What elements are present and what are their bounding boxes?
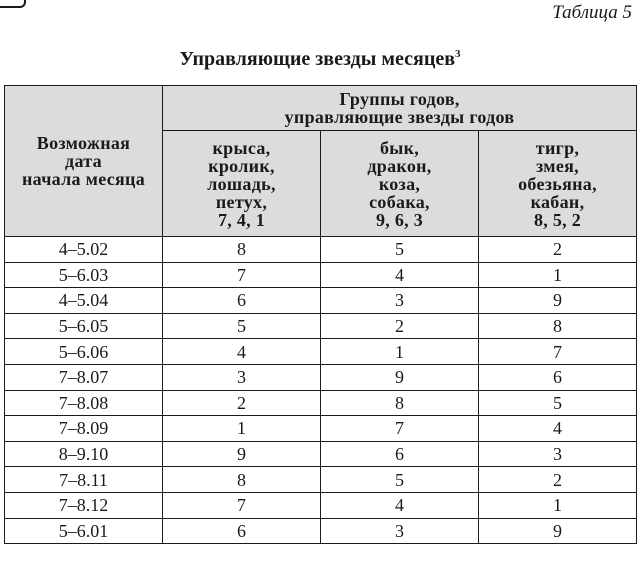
date-cell: 5–6.06 <box>5 339 163 365</box>
table-row <box>5 492 637 518</box>
table-row <box>5 518 637 544</box>
group-3-star: 6 <box>479 364 637 390</box>
table-row <box>5 288 637 314</box>
group-2-star: 4 <box>321 492 479 518</box>
header-group-3: тигр, змея, обезьяна, кабан, 8, 5, 2 <box>479 131 637 237</box>
table-row <box>5 416 637 442</box>
date-cell: 7–8.07 <box>5 364 163 390</box>
group-1-star: 8 <box>163 237 321 263</box>
month-stars-table <box>4 85 637 544</box>
date-cell: 4–5.02 <box>5 237 163 263</box>
group-2-star: 3 <box>321 288 479 314</box>
header-group-2: бык, дракон, коза, собака, 9, 6, 3 <box>321 131 479 237</box>
group-2-star: 6 <box>321 441 479 467</box>
group-2-star: 3 <box>321 518 479 544</box>
group-2-star: 5 <box>321 467 479 493</box>
table-row <box>5 364 637 390</box>
table-row <box>5 313 637 339</box>
group-3-star: 9 <box>479 518 637 544</box>
date-cell: 4–5.04 <box>5 288 163 314</box>
group-3-star: 2 <box>479 237 637 263</box>
group-1-star: 4 <box>163 339 321 365</box>
table-row <box>5 441 637 467</box>
group-2-star: 1 <box>321 339 479 365</box>
date-cell: 7–8.12 <box>5 492 163 518</box>
table-body <box>5 237 637 544</box>
group-2-star: 8 <box>321 390 479 416</box>
group-2-star: 7 <box>321 416 479 442</box>
date-cell: 5–6.03 <box>5 262 163 288</box>
table-row <box>5 262 637 288</box>
date-cell: 5–6.05 <box>5 313 163 339</box>
group-1-star: 1 <box>163 416 321 442</box>
group-3-star: 2 <box>479 467 637 493</box>
group-3-star: 4 <box>479 416 637 442</box>
group-1-star: 6 <box>163 288 321 314</box>
group-1-star: 3 <box>163 364 321 390</box>
table-number: Таблица 5 <box>552 2 632 23</box>
group-3-star: 9 <box>479 288 637 314</box>
decorative-corner-mark <box>0 0 26 8</box>
table-title-text: Управляющие звезды месяцев <box>179 48 456 70</box>
date-cell: 7–8.11 <box>5 467 163 493</box>
group-3-star: 7 <box>479 339 637 365</box>
group-1-star: 7 <box>163 262 321 288</box>
date-cell: 8–9.10 <box>5 441 163 467</box>
group-1-star: 5 <box>163 313 321 339</box>
group-3-star: 8 <box>479 313 637 339</box>
group-1-star: 7 <box>163 492 321 518</box>
group-2-star: 4 <box>321 262 479 288</box>
date-cell: 5–6.01 <box>5 518 163 544</box>
group-1-star: 8 <box>163 467 321 493</box>
table-row <box>5 339 637 365</box>
group-1-star: 2 <box>163 390 321 416</box>
header-date-column: Возможная дата начала месяца <box>5 86 163 237</box>
group-2-star: 9 <box>321 364 479 390</box>
table-row <box>5 237 637 263</box>
header-group-1: крыса, кролик, лошадь, петух, 7, 4, 1 <box>163 131 321 237</box>
table-row <box>5 390 637 416</box>
group-2-star: 2 <box>321 313 479 339</box>
group-3-star: 1 <box>479 262 637 288</box>
group-3-star: 5 <box>479 390 637 416</box>
group-1-star: 6 <box>163 518 321 544</box>
title-footnote-marker: 3 <box>455 48 461 60</box>
group-1-star: 9 <box>163 441 321 467</box>
header-year-groups: Группы годов, управляющие звезды годов <box>163 86 637 131</box>
group-3-star: 3 <box>479 441 637 467</box>
group-2-star: 5 <box>321 237 479 263</box>
table-title <box>0 48 640 71</box>
table-row <box>5 467 637 493</box>
date-cell: 7–8.08 <box>5 390 163 416</box>
date-cell: 7–8.09 <box>5 416 163 442</box>
group-3-star: 1 <box>479 492 637 518</box>
